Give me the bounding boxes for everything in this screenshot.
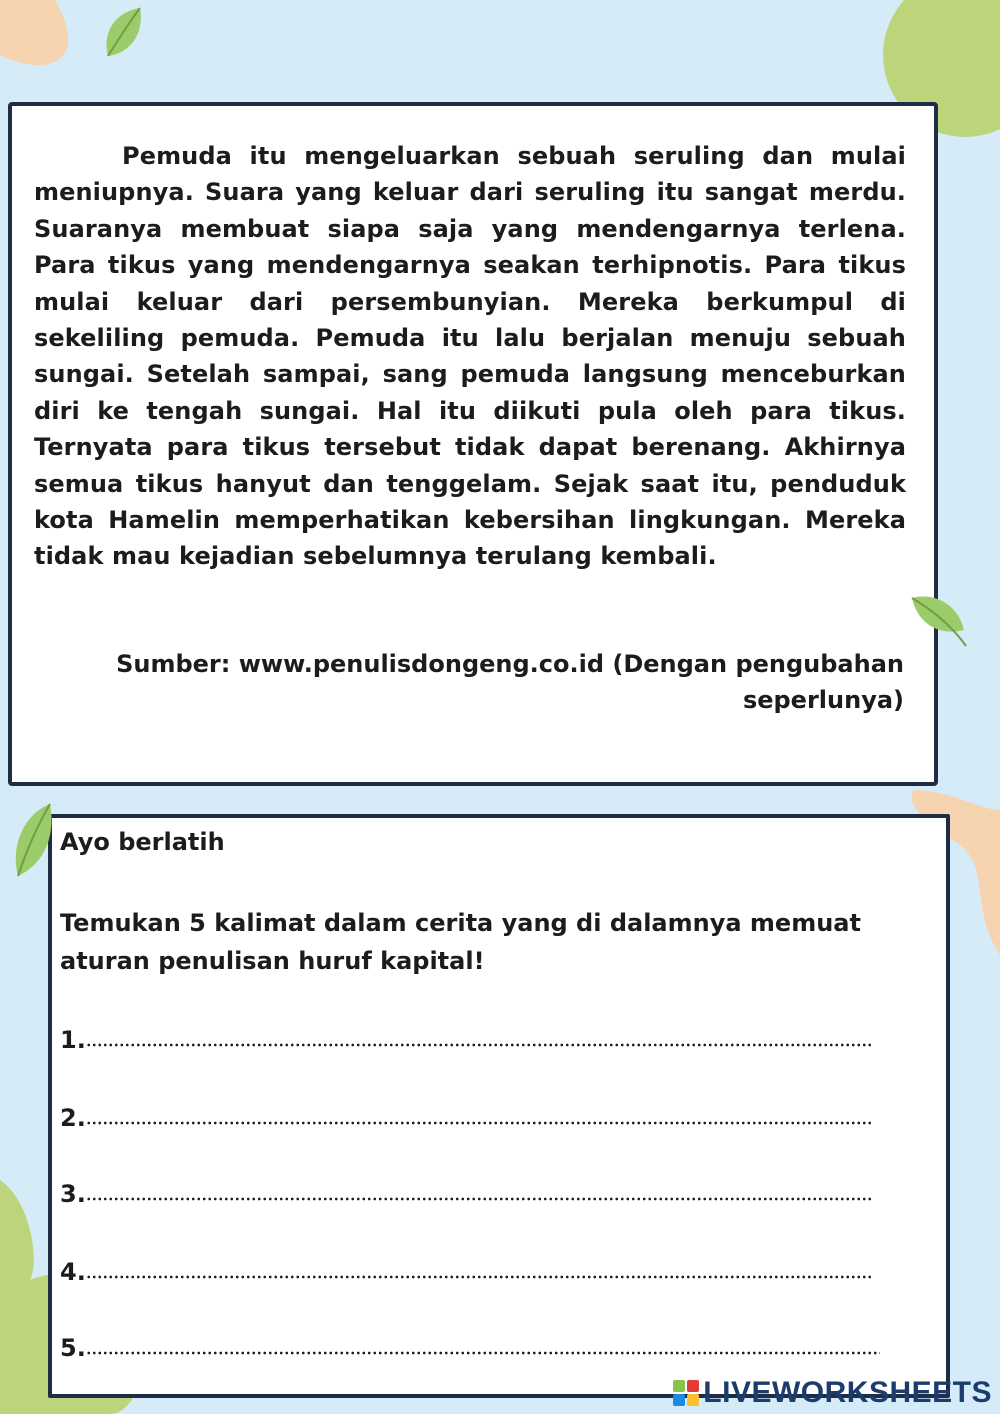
leaf-left-icon	[10, 800, 56, 880]
story-paragraph: Pemuda itu mengeluarkan sebuah seruling dan mulai meniupnya. Suara yang keluar dari seruling itu sangat merdu. Suaranya membuat siapa saja yang mendengarnya terlena. Para tikus yang mendengarnya seakan terhipnotis. Para tikus mulai keluar dari persembunyian. Mereka berkumpul di sekeliling pemuda. Pemuda itu lalu berjalan menuju sebuah sungai. Setelah sampai, sang pemuda langsung menceburkan diri ke tengah sungai. Hal itu diikuti pula oleh para tikus. Ternyata para tikus tersebut tidak dapat berenang. Akhirnya semua tikus hanyut dan tenggelam. Sejak saat itu, penduduk kota Hamelin memperhatikan kebersihan lingkungan. Mereka tidak mau kejadian sebelumnya terulang kembali.	[34, 142, 906, 571]
peach-wave-top-left	[0, 0, 110, 100]
story-source: Sumber: www.penulisdongeng.co.id (Dengan pengubahan seperlunya)	[116, 650, 904, 714]
exercise-title: Ayo berlatih	[60, 828, 225, 856]
answer-line-5[interactable]	[60, 1328, 880, 1362]
story-card	[8, 102, 938, 786]
answer-line-4[interactable]	[60, 1252, 872, 1286]
leaf-right-icon	[908, 590, 970, 650]
exercise-card	[48, 814, 950, 1398]
answer-dotted-line[interactable]	[86, 1351, 880, 1355]
answer-number: 4.	[60, 1258, 86, 1286]
watermark-text: LIVEWORKSHEETS	[703, 1376, 992, 1409]
answer-number: 1.	[60, 1026, 86, 1054]
answer-dotted-line[interactable]	[86, 1121, 872, 1125]
answer-dotted-line[interactable]	[86, 1275, 872, 1279]
liveworksheets-watermark	[673, 1376, 992, 1410]
answer-number: 5.	[60, 1334, 86, 1362]
answer-number: 2.	[60, 1104, 86, 1132]
answer-number: 3.	[60, 1180, 86, 1208]
answer-dotted-line[interactable]	[86, 1197, 872, 1201]
leaf-top-icon	[100, 4, 146, 60]
answer-dotted-line[interactable]	[86, 1043, 872, 1047]
answer-line-1[interactable]	[60, 1020, 872, 1054]
answer-line-3[interactable]	[60, 1174, 872, 1208]
exercise-instruction: Temukan 5 kalimat dalam cerita yang di dalamnya memuat aturan penulisan huruf kapital!	[60, 909, 861, 975]
answer-line-2[interactable]	[60, 1098, 872, 1132]
liveworksheets-logo-icon	[673, 1380, 699, 1406]
